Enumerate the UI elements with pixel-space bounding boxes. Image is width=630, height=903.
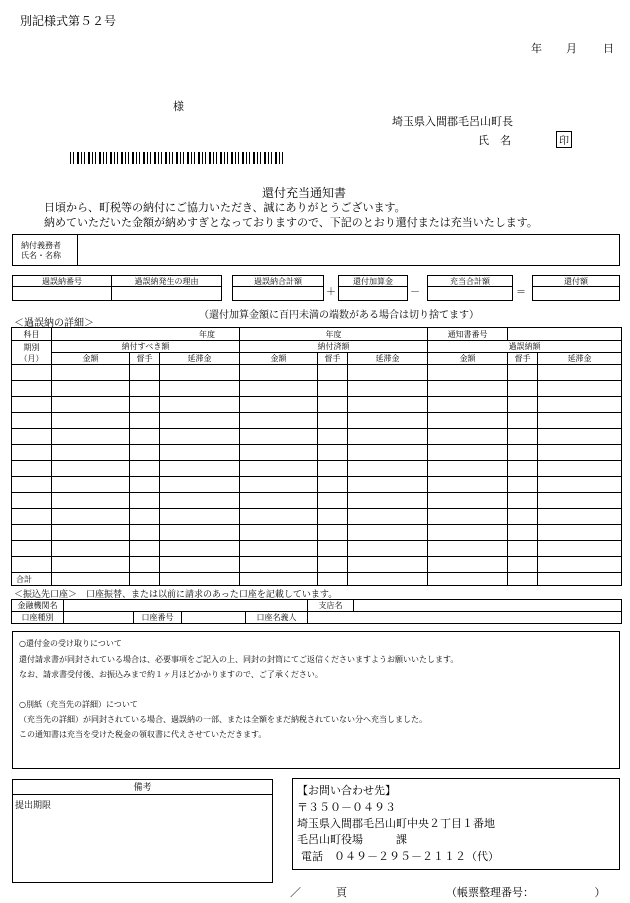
col-amount: 金額 [428,353,508,365]
account-number-label: 口座番号 [134,612,182,624]
sender-name-label: 氏 名 [478,134,511,147]
detail-table [11,327,622,586]
minus-sign: － [410,287,420,298]
detail-row [12,381,622,397]
overpay-summary-box [12,275,222,301]
detail-row [12,365,622,381]
detail-row [12,541,622,557]
year-header-2: 年度 [240,328,428,341]
detail-row [12,413,622,429]
sender-org: 埼玉県入間郡毛呂山町長 [392,115,513,128]
note-appendix-heading: ○別紙（充当先の詳細）について [19,700,138,709]
detail-row [12,445,622,461]
bank-table [11,599,622,624]
applied-total-header: 充当合計額 [428,276,512,287]
bank-heading: ＜振込先口座＞ 口座振替、または以前に請求のあった口座を記載しています。 [14,590,338,600]
notice-no-header: 通知書番号 [428,328,508,341]
group-paid: 納付済額 [240,341,428,353]
total-label: 合計 [12,573,52,586]
remarks-box [12,779,273,883]
detail-row [12,525,622,541]
group-due: 納付すべき額 [52,341,240,353]
col-amount: 金額 [240,353,318,365]
contact-box [292,778,620,870]
col-amount: 金額 [52,353,130,365]
contact-title: 【お問い合わせ先】 [297,784,396,797]
account-holder-label: 口座名義人 [246,612,308,624]
period-header: 期別 （月） [12,341,52,365]
remarks-title: 備考 [13,780,272,795]
refund-add-box [338,275,408,301]
postal-barcode [70,152,285,164]
form-number: 別記様式第５２号 [20,14,117,28]
footer-form-id: （帳票整理番号： ） [446,886,606,899]
detail-row [12,397,622,413]
overpay-total-box [232,275,324,301]
overpay-no-header: 過誤納番号 [13,276,112,287]
col-fee: 督手 [318,353,348,365]
taxpayer-label-1: 納付義務者 [21,241,61,250]
deadline-label: 提出期限 [15,801,52,811]
equals-sign: ＝ [516,287,526,298]
col-late: 延滞金 [538,353,622,365]
detail-heading: ＜過誤納の詳細＞ [14,318,94,329]
contact-office: 毛呂山町役場 課 [297,833,407,846]
seal-box: 印 [556,131,572,148]
addressee-suffix: 様 [173,100,184,113]
intro-line-2: 納めていただいた金額が納めすぎとなっておりますので、下記のとおり還付または充当いたします。 [44,216,538,229]
institution-label: 金融機関名 [12,600,64,612]
branch-label: 支店名 [308,600,354,612]
detail-row [12,509,622,525]
intro-line-1: 日頃から、町税等の納付にご協力いただき、誠にありがとうございます。 [44,201,406,214]
note-refund-heading: ○還付金の受け取りについて [19,639,122,648]
overpay-total-header: 過誤納合計額 [233,276,323,287]
note-appendix-line-1: （充当先の詳細）が同封されている場合、過誤納の一部、または全額をまだ納税されていない分へ充当しました。 [19,715,427,724]
year-header-1: 年度 [52,328,240,341]
document-title: 還付充当通知書 [262,186,347,200]
subject-header: 科目 [12,328,52,341]
date-year-label: 年 [531,42,542,55]
account-type-label: 口座種別 [12,612,64,624]
refund-header: 還付額 [533,276,619,287]
contact-address: 埼玉県入間郡毛呂山町中央２丁目１番地 [297,817,495,830]
group-overpaid: 過誤納額 [428,341,622,353]
plus-sign: ＋ [326,287,336,298]
refund-box [532,275,620,301]
reason-header: 過誤納発生の理由 [112,276,221,287]
detail-row [12,477,622,493]
detail-row [12,461,622,477]
applied-total-box [427,275,513,301]
footer-slash: ／ [290,886,301,899]
note-refund-line-2: なお、請求書受付後、お振込みまで約１ヶ月ほどかかりますので、ご了承ください。 [19,670,323,679]
footer-page: 頁 [336,886,347,899]
refund-add-header: 還付加算金 [339,276,407,287]
col-late: 延滞金 [348,353,428,365]
notes-box [12,631,620,769]
taxpayer-label-2: 氏名・名称 [21,251,61,260]
rounding-note: （還付加算金額に百円未満の端数がある場合は切り捨てます） [199,310,479,321]
col-fee: 督手 [508,353,538,365]
date-day-label: 日 [603,42,614,55]
taxpayer-box [12,234,620,266]
col-late: 延滞金 [160,353,240,365]
detail-row [12,493,622,509]
note-refund-line-1: 還付請求書が同封されている場合は、必要事項をご記入の上、同封の封筒にてご返信くださいますようお願いいたします。 [19,655,459,664]
contact-zip: 〒３５０－０４９３ [297,801,396,814]
detail-row [12,557,622,573]
col-fee: 督手 [130,353,160,365]
note-appendix-line-2: この通知書は充当を受けた税金の領収書に代えさせていただきます。 [19,730,267,739]
contact-phone: 電話 ０４９－２９５－２１１２（代） [301,850,499,863]
date-month-label: 月 [566,42,577,55]
detail-row [12,429,622,445]
